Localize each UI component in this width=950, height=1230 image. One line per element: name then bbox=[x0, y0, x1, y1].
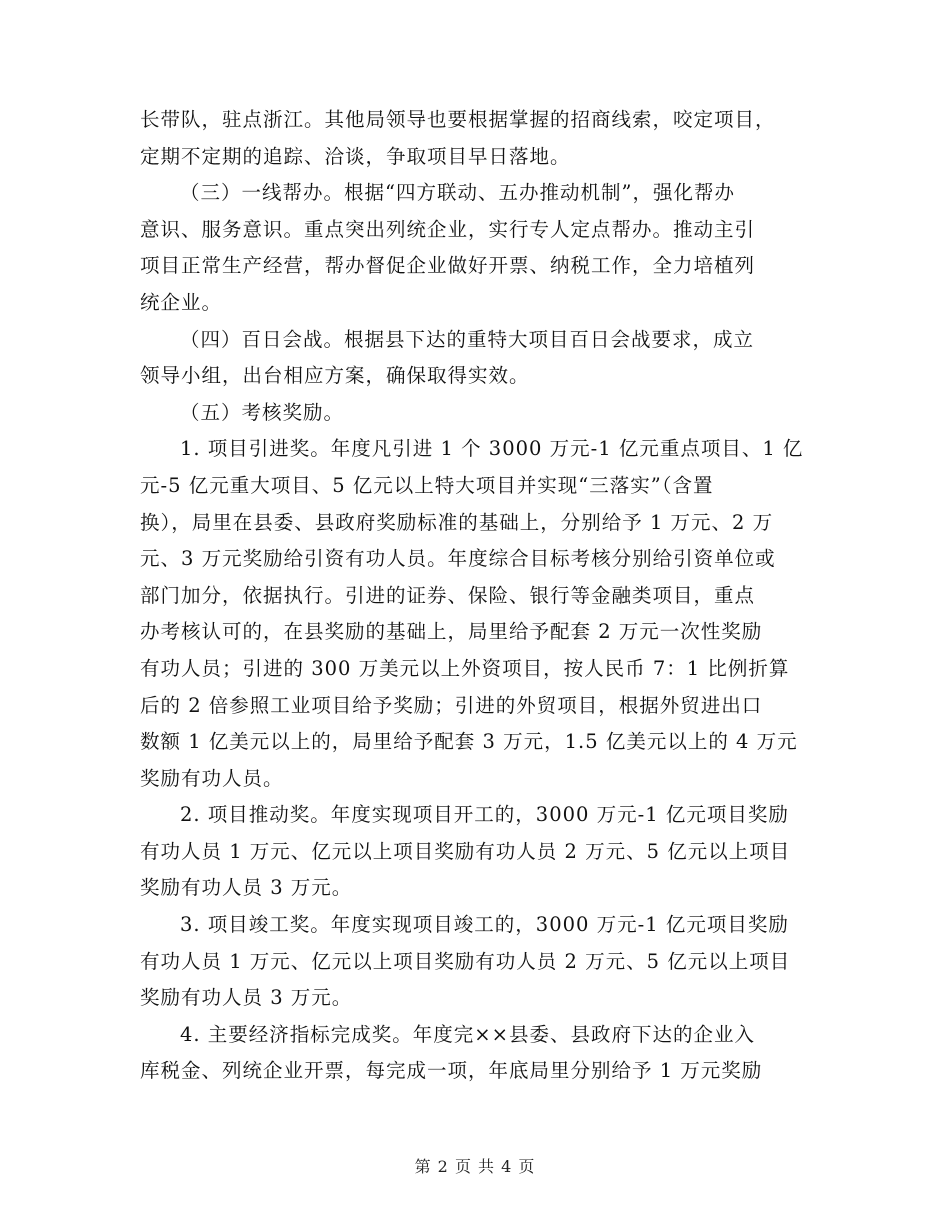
text-line: 换），局里在县委、县政府奖励标准的基础上，分别给予 1 万元、2 万 bbox=[140, 510, 774, 534]
text-line: 意识、服务意识。重点突出列统企业，实行专人定点帮办。推动主引 bbox=[140, 217, 756, 241]
text-line: （四）百日会战。根据县下达的重特大项目百日会战要求，成立 bbox=[180, 327, 755, 351]
text-line: 有功人员 1 万元、亿元以上项目奖励有功人员 2 万元、5 亿元以上项目 bbox=[140, 839, 791, 863]
text-line: 统企业。 bbox=[140, 290, 223, 314]
text-line: 后的 2 倍参照工业项目给予奖励；引进的外贸项目，根据外贸进出口 bbox=[140, 693, 763, 717]
text-line: 奖励有功人员 3 万元。 bbox=[140, 876, 353, 900]
text-line: （五）考核奖励。 bbox=[180, 400, 345, 424]
text-line: 长带队，驻点浙江。其他局领导也要根据掌握的招商线索，咬定项目， bbox=[140, 108, 776, 131]
text-line: 元-5 亿元重大项目、5 亿元以上特大项目并实现“三落实”（含置 bbox=[140, 473, 714, 497]
text-line: 库税金、列统企业开票，每完成一项，年底局里分别给予 1 万元奖励 bbox=[140, 1059, 763, 1083]
text-line: 有功人员；引进的 300 万美元以上外资项目，按人民币 7：1 比例折算 bbox=[140, 656, 790, 680]
text-line: 奖励有功人员 3 万元。 bbox=[140, 986, 353, 1010]
text-line: 数额 1 亿美元以上的，局里给予配套 3 万元，1.5 亿美元以上的 4 万元 bbox=[140, 730, 798, 754]
text-line: 3. 项目竣工奖。年度实现项目竣工的，3000 万元-1 亿元项目奖励 bbox=[180, 913, 789, 937]
text-line: 定期不定期的追踪、洽谈，争取项目早日落地。 bbox=[140, 144, 571, 168]
text-line: 奖励有功人员。 bbox=[140, 766, 284, 790]
text-line: 部门加分，依据执行。引进的证券、保险、银行等金融类项目，重点 bbox=[140, 583, 756, 607]
text-line: 1. 项目引进奖。年度凡引进 1 个 3000 万元-1 亿元重点项目、1 亿 bbox=[180, 437, 804, 461]
text-line: 4. 主要经济指标完成奖。年度完××县委、县政府下达的企业入 bbox=[180, 1022, 755, 1046]
text-line: 2. 项目推动奖。年度实现项目开工的，3000 万元-1 亿元项目奖励 bbox=[180, 803, 789, 827]
text-line: 领导小组，出台相应方案，确保取得实效。 bbox=[140, 364, 530, 388]
page-footer bbox=[0, 1157, 950, 1177]
text-line: 办考核认可的，在县奖励的基础上，局里给予配套 2 万元一次性奖励 bbox=[140, 620, 763, 644]
page-number-label: 第 2 页 共 4 页 bbox=[414, 1157, 536, 1176]
document-body bbox=[140, 102, 812, 1090]
text-line: （三）一线帮办。根据“四方联动、五办推动机制”，强化帮办 bbox=[180, 181, 735, 205]
text-line: 项目正常生产经营，帮办督促企业做好开票、纳税工作，全力培植列 bbox=[140, 254, 756, 278]
text-line: 元、3 万元奖励给引资有功人员。年度综合目标考核分别给引资单位或 bbox=[140, 547, 776, 571]
text-line: 有功人员 1 万元、亿元以上项目奖励有功人员 2 万元、5 亿元以上项目 bbox=[140, 949, 791, 973]
